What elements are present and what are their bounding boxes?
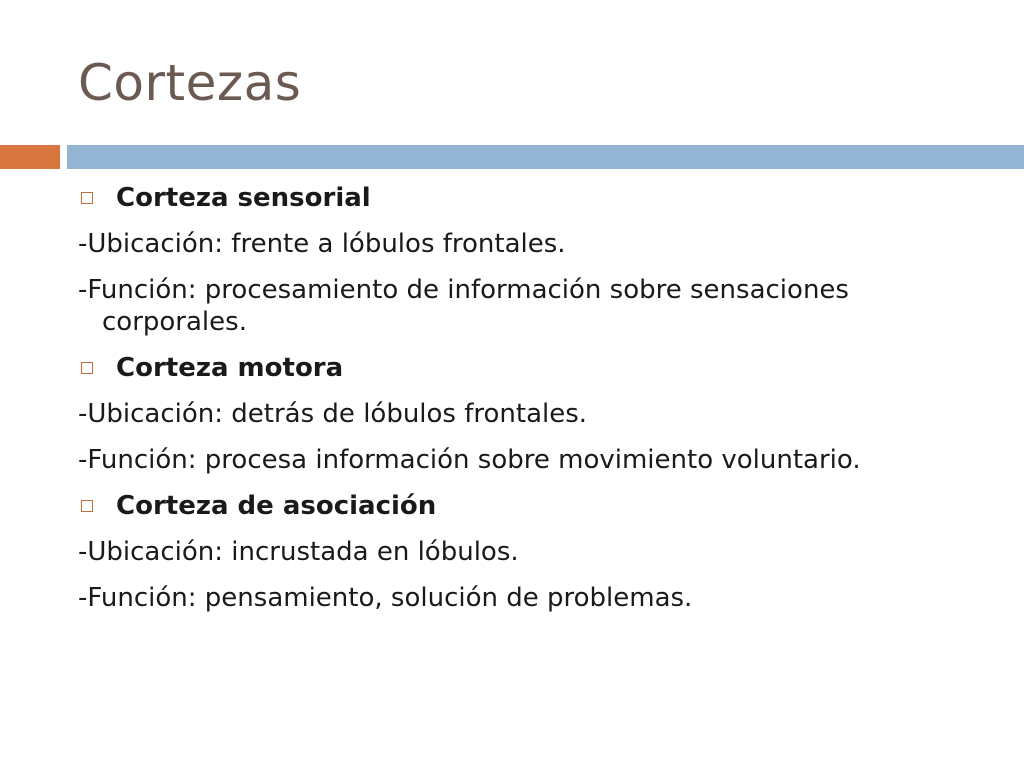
square-bullet-icon	[81, 192, 93, 204]
slide-body	[78, 182, 988, 628]
body-line: -Ubicación: frente a lóbulos frontales.	[78, 229, 566, 259]
slide-title: Cortezas	[78, 54, 302, 112]
square-bullet-icon	[81, 362, 93, 374]
section-heading-text: Corteza sensorial	[116, 183, 371, 213]
section-heading-text: Corteza de asociación	[116, 491, 437, 521]
body-line: -Función: procesa información sobre movimiento voluntario.	[78, 445, 861, 475]
square-bullet-icon	[81, 500, 93, 512]
section-heading-motora	[78, 352, 988, 384]
section-heading-text: Corteza motora	[116, 353, 344, 383]
body-line: -Ubicación: detrás de lóbulos frontales.	[78, 399, 588, 429]
body-line: -Función: pensamiento, solución de problemas.	[78, 583, 693, 613]
title-rule	[67, 145, 1024, 169]
section-heading-asociacion	[78, 490, 988, 522]
body-line: -Ubicación: incrustada en lóbulos.	[78, 537, 519, 567]
section-heading-sensorial	[78, 182, 988, 214]
accent-bar	[0, 145, 60, 169]
body-line: -Función: procesamiento de información sobre sensaciones corporales.	[78, 275, 849, 337]
